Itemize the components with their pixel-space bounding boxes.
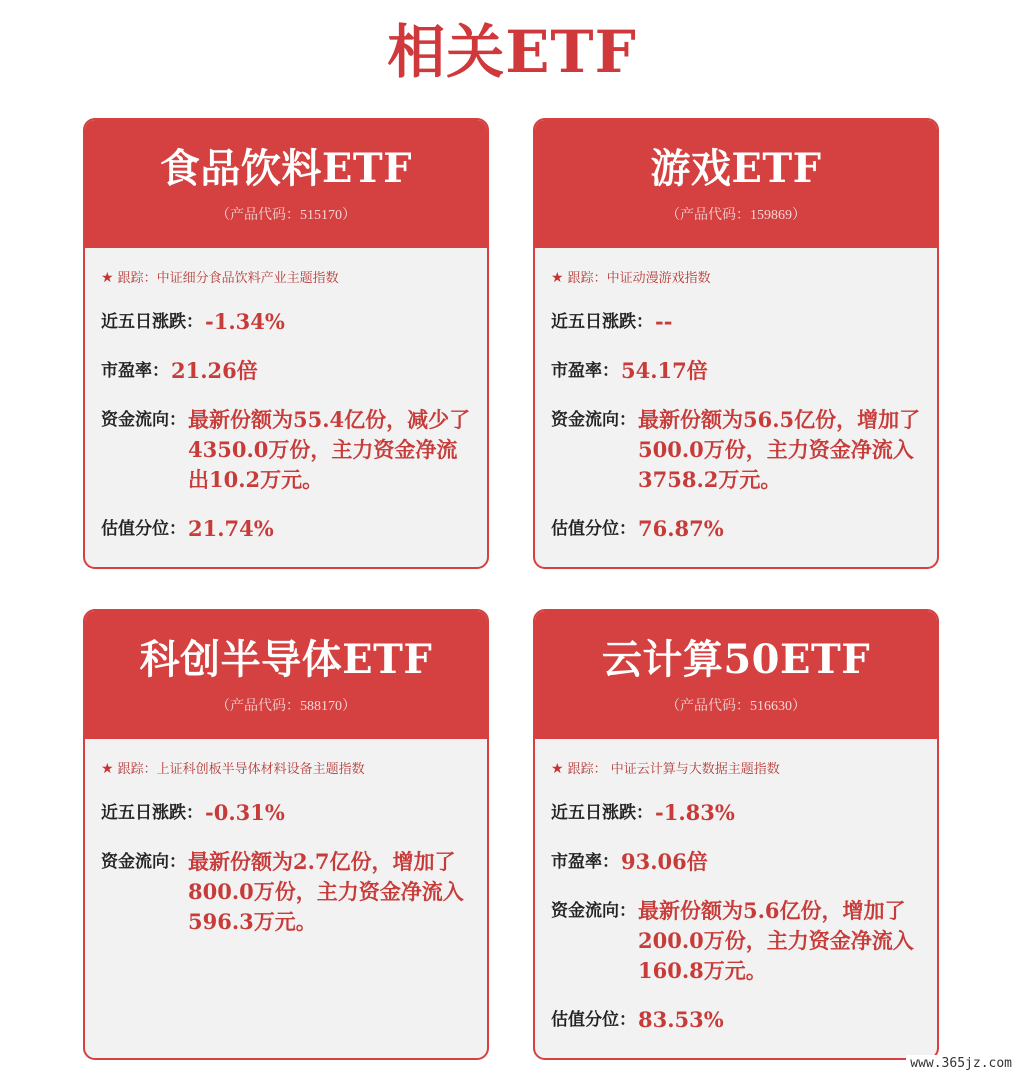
pe-label: 市盈率：	[101, 361, 169, 381]
fund-flow-value: 最新份额为2.7亿份，增加了800.0万份，主力资金净流入596.3万元。	[188, 849, 464, 934]
star-icon: ★	[101, 761, 114, 777]
five-day-change-label: 近五日涨跌：	[101, 312, 203, 332]
card-body	[85, 248, 487, 562]
fund-flow-value: 最新份额为5.6亿份，增加了200.0万份，主力资金净流入160.8万元。	[638, 898, 914, 983]
track-index-row: ★ 跟踪：中证细分食品饮料产业主题指数	[101, 270, 339, 286]
watermark: www.365jz.com	[906, 1055, 1016, 1072]
pe-label: 市盈率：	[551, 852, 619, 872]
card-title: 食品饮料ETF	[159, 145, 413, 192]
fund-flow-label: 资金流向：	[101, 410, 186, 430]
etf-card-gaming	[533, 118, 939, 569]
pe-value: 93.06倍	[621, 849, 708, 874]
card-header	[85, 120, 487, 248]
product-code: （产品代码：515170）	[216, 207, 356, 223]
valuation-percentile-label: 估值分位：	[551, 519, 636, 539]
card-header	[535, 611, 937, 739]
valuation-percentile-label: 估值分位：	[101, 519, 186, 539]
pe-value: 54.17倍	[621, 358, 708, 383]
card-header	[535, 120, 937, 248]
five-day-change-value: --	[655, 309, 673, 334]
card-body	[85, 739, 487, 955]
track-index-row: ★ 跟踪：中证动漫游戏指数	[551, 270, 711, 286]
star-icon: ★	[551, 761, 564, 777]
valuation-percentile-value: 83.53%	[638, 1007, 724, 1032]
fund-flow-row	[101, 405, 471, 495]
product-code: （产品代码：588170）	[216, 698, 356, 714]
card-title: 游戏ETF	[650, 145, 822, 192]
product-code: （产品代码：516630）	[666, 698, 806, 714]
five-day-change-label: 近五日涨跌：	[551, 803, 653, 823]
five-day-change-value: -1.34%	[205, 309, 285, 334]
page-title: 相关ETF	[387, 18, 637, 86]
pe-label: 市盈率：	[551, 361, 619, 381]
valuation-percentile-row	[101, 514, 471, 544]
track-index-row: ★ 跟踪：上证科创板半导体材料设备主题指数	[101, 761, 365, 777]
five-day-change-value: -1.83%	[655, 800, 735, 825]
card-title: 科创半导体ETF	[139, 636, 433, 683]
fund-flow-row	[101, 847, 471, 937]
five-day-change-row	[551, 307, 921, 337]
star-icon: ★	[101, 270, 114, 286]
five-day-change-row	[101, 307, 471, 337]
star-icon: ★	[551, 270, 564, 286]
track-index-row: ★ 跟踪： 中证云计算与大数据主题指数	[551, 761, 780, 777]
card-title: 云计算50ETF	[601, 636, 871, 683]
five-day-change-row	[101, 798, 471, 828]
fund-flow-label: 资金流向：	[101, 852, 186, 872]
fund-flow-label: 资金流向：	[551, 410, 636, 430]
fund-flow-label: 资金流向：	[551, 901, 636, 921]
pe-row	[101, 356, 471, 386]
pe-row	[551, 847, 921, 877]
fund-flow-value: 最新份额为55.4亿份，减少了4350.0万份，主力资金净流出10.2万元。	[188, 407, 471, 492]
card-body	[535, 739, 937, 1053]
five-day-change-label: 近五日涨跌：	[551, 312, 653, 332]
five-day-change-label: 近五日涨跌：	[101, 803, 203, 823]
card-header	[85, 611, 487, 739]
fund-flow-row	[551, 405, 921, 495]
five-day-change-value: -0.31%	[205, 800, 285, 825]
valuation-percentile-value: 76.87%	[638, 516, 724, 541]
etf-card-food-beverage	[83, 118, 489, 569]
product-code: （产品代码：159869）	[666, 207, 806, 223]
pe-value: 21.26倍	[171, 358, 258, 383]
valuation-percentile-label: 估值分位：	[551, 1010, 636, 1030]
etf-card-star-semiconductor	[83, 609, 489, 1060]
valuation-percentile-value: 21.74%	[188, 516, 274, 541]
pe-row	[551, 356, 921, 386]
etf-card-cloud-computing	[533, 609, 939, 1060]
valuation-percentile-row	[551, 1005, 921, 1035]
fund-flow-row	[551, 896, 921, 986]
valuation-percentile-row	[551, 514, 921, 544]
fund-flow-value: 最新份额为56.5亿份，增加了500.0万份，主力资金净流入3758.2万元。	[638, 407, 921, 492]
card-body	[535, 248, 937, 562]
five-day-change-row	[551, 798, 921, 828]
